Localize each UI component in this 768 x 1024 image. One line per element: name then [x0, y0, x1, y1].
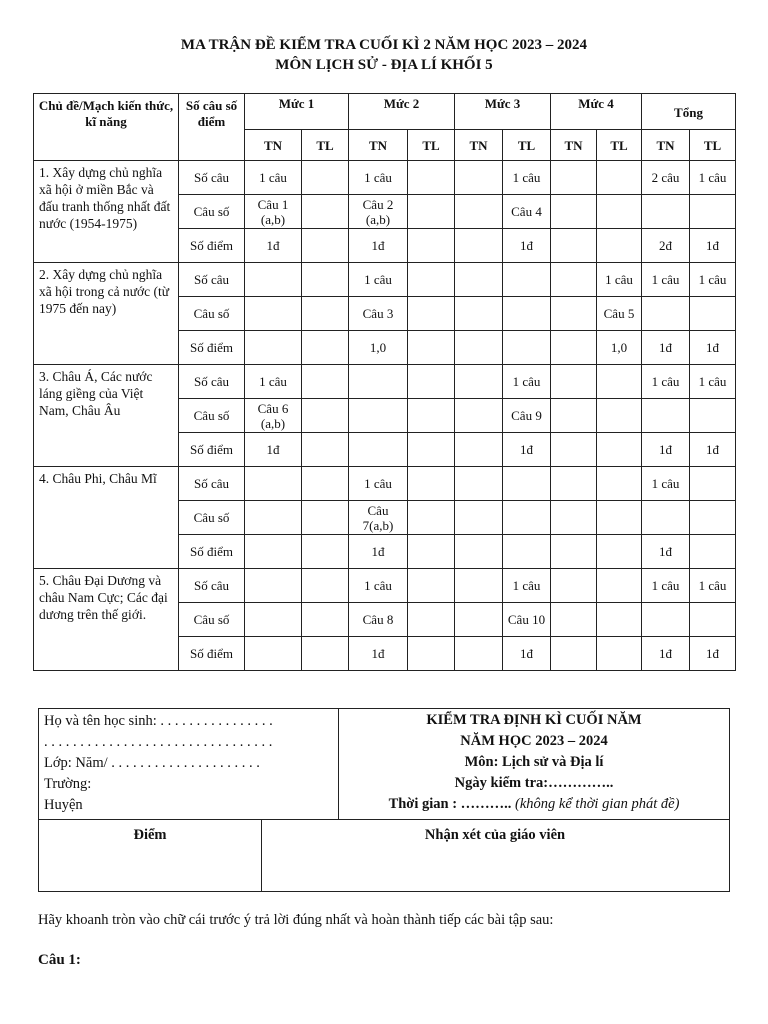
kind-cell: Số câu	[179, 365, 245, 399]
value-cell	[551, 263, 597, 297]
value-cell	[597, 603, 642, 637]
topic-cell: 5. Châu Đại Dương và châu Nam Cực; Các đại dương trên thế giới.	[34, 569, 179, 671]
value-cell	[503, 263, 551, 297]
value-cell	[597, 365, 642, 399]
header-kind: Số câu số điểm	[179, 94, 245, 161]
value-cell: 1đ	[349, 535, 408, 569]
value-cell	[597, 399, 642, 433]
value-cell	[551, 161, 597, 195]
value-cell	[551, 297, 597, 331]
value-cell: 1 câu	[690, 569, 736, 603]
value-cell: Câu 7(a,b)	[349, 501, 408, 535]
value-cell	[408, 365, 455, 399]
value-cell	[408, 433, 455, 467]
exam-time-label: Thời gian : ………..	[388, 796, 512, 812]
header-tn: TN	[455, 130, 503, 161]
value-cell	[455, 195, 503, 229]
value-cell	[690, 535, 736, 569]
value-cell	[551, 195, 597, 229]
value-cell: 1 câu	[349, 161, 408, 195]
instructions: Hãy khoanh tròn vào chữ cái trước ý trả lời đúng nhất và hoàn thành tiếp các bài tập sau:	[38, 912, 554, 928]
kind-cell: Câu số	[179, 603, 245, 637]
value-cell: 1đ	[690, 331, 736, 365]
value-cell: 1,0	[349, 331, 408, 365]
value-cell	[690, 603, 736, 637]
class-field[interactable]: Lớp: Năm/ . . . . . . . . . . . . . . . . . . . . .	[44, 755, 260, 771]
kind-cell: Câu số	[179, 297, 245, 331]
value-cell	[302, 365, 349, 399]
value-cell	[455, 467, 503, 501]
value-cell	[597, 229, 642, 263]
value-cell	[597, 433, 642, 467]
topic-cell: 3. Châu Á, Các nước láng giềng của Việt Nam, Châu Âu	[34, 365, 179, 467]
value-cell: 1 câu	[349, 263, 408, 297]
value-cell	[302, 297, 349, 331]
value-cell	[642, 297, 690, 331]
value-cell: Câu 5	[597, 297, 642, 331]
kind-cell: Câu số	[179, 399, 245, 433]
value-cell	[690, 467, 736, 501]
value-cell	[302, 433, 349, 467]
value-cell: 1 câu	[349, 467, 408, 501]
kind-cell: Số câu	[179, 161, 245, 195]
value-cell: 1đ	[503, 637, 551, 671]
kind-cell: Số điểm	[179, 433, 245, 467]
value-cell: 2 câu	[642, 161, 690, 195]
value-cell: Câu 2 (a,b)	[349, 195, 408, 229]
value-cell	[455, 535, 503, 569]
value-cell	[551, 331, 597, 365]
value-cell	[302, 399, 349, 433]
value-cell: Câu 8	[349, 603, 408, 637]
table-row	[34, 161, 736, 195]
value-cell	[408, 331, 455, 365]
value-cell	[408, 297, 455, 331]
value-cell: 1 câu	[503, 365, 551, 399]
value-cell	[597, 569, 642, 603]
value-cell	[455, 297, 503, 331]
value-cell	[455, 229, 503, 263]
question-1-label: Câu 1:	[38, 952, 81, 968]
value-cell	[302, 331, 349, 365]
value-cell	[245, 331, 302, 365]
value-cell	[245, 603, 302, 637]
value-cell: Câu 10	[503, 603, 551, 637]
teacher-comment-label: Nhận xét của giáo viên	[424, 827, 566, 843]
divider	[39, 819, 729, 820]
value-cell: Câu 4	[503, 195, 551, 229]
value-cell	[302, 569, 349, 603]
value-cell: 1 câu	[503, 161, 551, 195]
table-row	[34, 467, 736, 501]
value-cell: 1 câu	[642, 569, 690, 603]
value-cell: Câu 6 (a,b)	[245, 399, 302, 433]
school-field[interactable]: Trường:	[44, 776, 92, 792]
value-cell	[597, 195, 642, 229]
value-cell: 2đ	[642, 229, 690, 263]
document-title: MA TRẬN ĐỀ KIỂM TRA CUỐI KÌ 2 NĂM HỌC 2023 – 2024	[180, 37, 588, 53]
value-cell	[551, 433, 597, 467]
value-cell: 1đ	[245, 229, 302, 263]
value-cell	[302, 263, 349, 297]
header-tl: TL	[302, 130, 349, 161]
value-cell	[408, 399, 455, 433]
value-cell	[408, 195, 455, 229]
score-label: Điểm	[133, 827, 167, 843]
value-cell: 1 câu	[690, 161, 736, 195]
value-cell	[408, 535, 455, 569]
student-details	[39, 709, 339, 819]
value-cell	[642, 501, 690, 535]
matrix-body	[34, 161, 736, 671]
value-cell: 1 câu	[245, 161, 302, 195]
exam-date: Ngày kiểm tra:…………..	[454, 775, 614, 791]
value-cell	[690, 195, 736, 229]
value-cell: 1 câu	[690, 263, 736, 297]
exam-title: KIỂM TRA ĐỊNH KÌ CUỐI NĂM	[426, 712, 642, 728]
header-level-3: Mức 3	[455, 94, 551, 130]
value-cell	[551, 569, 597, 603]
value-cell: 1 câu	[503, 569, 551, 603]
value-cell: 1đ	[503, 433, 551, 467]
topic-cell: 2. Xây dựng chủ nghĩa xã hội trong cả nước (từ 1975 đến nay)	[34, 263, 179, 365]
value-cell	[302, 501, 349, 535]
header-total: Tổng	[642, 94, 736, 130]
value-cell	[349, 433, 408, 467]
value-cell	[408, 501, 455, 535]
value-cell	[245, 535, 302, 569]
value-cell	[245, 467, 302, 501]
value-cell	[302, 535, 349, 569]
value-cell	[302, 637, 349, 671]
value-cell	[551, 467, 597, 501]
value-cell: 1đ	[642, 535, 690, 569]
header-topic: Chủ đề/Mạch kiến thức, kĩ năng	[34, 94, 179, 161]
header-tn: TN	[245, 130, 302, 161]
value-cell	[551, 501, 597, 535]
value-cell	[642, 603, 690, 637]
value-cell	[408, 229, 455, 263]
value-cell	[245, 501, 302, 535]
kind-cell: Số điểm	[179, 331, 245, 365]
value-cell	[455, 365, 503, 399]
value-cell	[551, 535, 597, 569]
value-cell	[551, 637, 597, 671]
value-cell	[690, 399, 736, 433]
value-cell	[302, 161, 349, 195]
exam-subject: Môn: Lịch sử và Địa lí	[464, 754, 604, 770]
exam-year: NĂM HỌC 2023 – 2024	[460, 733, 608, 749]
value-cell: 1đ	[690, 229, 736, 263]
exam-time	[339, 794, 729, 815]
value-cell: Câu 1 (a,b)	[245, 195, 302, 229]
header-tl: TL	[503, 130, 551, 161]
district-field[interactable]: Huyện	[44, 797, 83, 813]
value-cell	[642, 399, 690, 433]
value-cell	[503, 501, 551, 535]
value-cell: 1 câu	[642, 263, 690, 297]
value-cell	[302, 467, 349, 501]
table-row	[34, 365, 736, 399]
value-cell: 1 câu	[642, 365, 690, 399]
header-level-2: Mức 2	[349, 94, 455, 130]
value-cell: 1,0	[597, 331, 642, 365]
topic-cell: 1. Xây dựng chủ nghĩa xã hội ở miền Bắc và đấu tranh thống nhất đất nước (1954-1975)	[34, 161, 179, 263]
student-name-dots: . . . . . . . . . . . . . . . . . . . . . . . . . . . . . . . .	[44, 734, 273, 750]
value-cell	[551, 603, 597, 637]
value-cell	[597, 161, 642, 195]
value-cell	[455, 433, 503, 467]
header-tn: TN	[551, 130, 597, 161]
value-cell	[690, 501, 736, 535]
value-cell	[245, 297, 302, 331]
value-cell	[690, 297, 736, 331]
header-level-4: Mức 4	[551, 94, 642, 130]
kind-cell: Số điểm	[179, 229, 245, 263]
value-cell	[455, 161, 503, 195]
value-cell	[408, 569, 455, 603]
kind-cell: Số câu	[179, 569, 245, 603]
student-name-field[interactable]: Họ và tên học sinh: . . . . . . . . . . . . . . . .	[44, 713, 273, 729]
kind-cell: Số điểm	[179, 535, 245, 569]
value-cell	[408, 263, 455, 297]
kind-cell: Số câu	[179, 263, 245, 297]
value-cell: 1 câu	[349, 569, 408, 603]
value-cell	[349, 365, 408, 399]
value-cell	[408, 603, 455, 637]
value-cell: 1đ	[690, 433, 736, 467]
value-cell: 1 câu	[690, 365, 736, 399]
value-cell: 1đ	[349, 229, 408, 263]
kind-cell: Câu số	[179, 195, 245, 229]
value-cell	[503, 331, 551, 365]
value-cell	[551, 229, 597, 263]
value-cell	[642, 195, 690, 229]
header-tn: TN	[642, 130, 690, 161]
value-cell	[408, 161, 455, 195]
value-cell	[455, 263, 503, 297]
exam-time-note: (không kể thời gian phát đề)	[515, 796, 680, 812]
value-cell	[455, 603, 503, 637]
exam-details	[339, 709, 729, 820]
value-cell	[455, 569, 503, 603]
value-cell: 1 câu	[597, 263, 642, 297]
header-tl: TL	[597, 130, 642, 161]
value-cell	[245, 569, 302, 603]
value-cell	[455, 637, 503, 671]
table-row	[34, 263, 736, 297]
value-cell: 1 câu	[642, 467, 690, 501]
value-cell	[245, 263, 302, 297]
kind-cell: Số câu	[179, 467, 245, 501]
value-cell	[597, 467, 642, 501]
value-cell: 1đ	[642, 637, 690, 671]
value-cell	[597, 501, 642, 535]
value-cell: 1đ	[642, 331, 690, 365]
value-cell: 1đ	[642, 433, 690, 467]
header-level-1: Mức 1	[245, 94, 349, 130]
value-cell	[245, 637, 302, 671]
student-info-box	[38, 708, 730, 892]
value-cell: Câu 9	[503, 399, 551, 433]
value-cell: 1 câu	[245, 365, 302, 399]
value-cell	[551, 365, 597, 399]
value-cell	[455, 331, 503, 365]
value-cell	[503, 297, 551, 331]
value-cell	[408, 467, 455, 501]
header-tl: TL	[408, 130, 455, 161]
header-tn: TN	[349, 130, 408, 161]
value-cell: 1đ	[690, 637, 736, 671]
value-cell	[551, 399, 597, 433]
value-cell	[503, 467, 551, 501]
value-cell	[503, 535, 551, 569]
kind-cell: Số điểm	[179, 637, 245, 671]
value-cell: Câu 3	[349, 297, 408, 331]
document-subtitle: MÔN LỊCH SỬ - ĐỊA LÍ KHỐI 5	[275, 57, 493, 73]
value-cell	[455, 501, 503, 535]
value-cell	[302, 229, 349, 263]
value-cell: 1đ	[349, 637, 408, 671]
value-cell	[349, 399, 408, 433]
value-cell	[597, 535, 642, 569]
topic-cell: 4. Châu Phi, Châu Mĩ	[34, 467, 179, 569]
value-cell: 1đ	[503, 229, 551, 263]
table-row	[34, 569, 736, 603]
value-cell	[302, 603, 349, 637]
test-matrix-table	[33, 93, 736, 671]
header-tl: TL	[690, 130, 736, 161]
kind-cell: Câu số	[179, 501, 245, 535]
value-cell	[302, 195, 349, 229]
value-cell	[408, 637, 455, 671]
value-cell	[455, 399, 503, 433]
value-cell	[597, 637, 642, 671]
value-cell: 1đ	[245, 433, 302, 467]
